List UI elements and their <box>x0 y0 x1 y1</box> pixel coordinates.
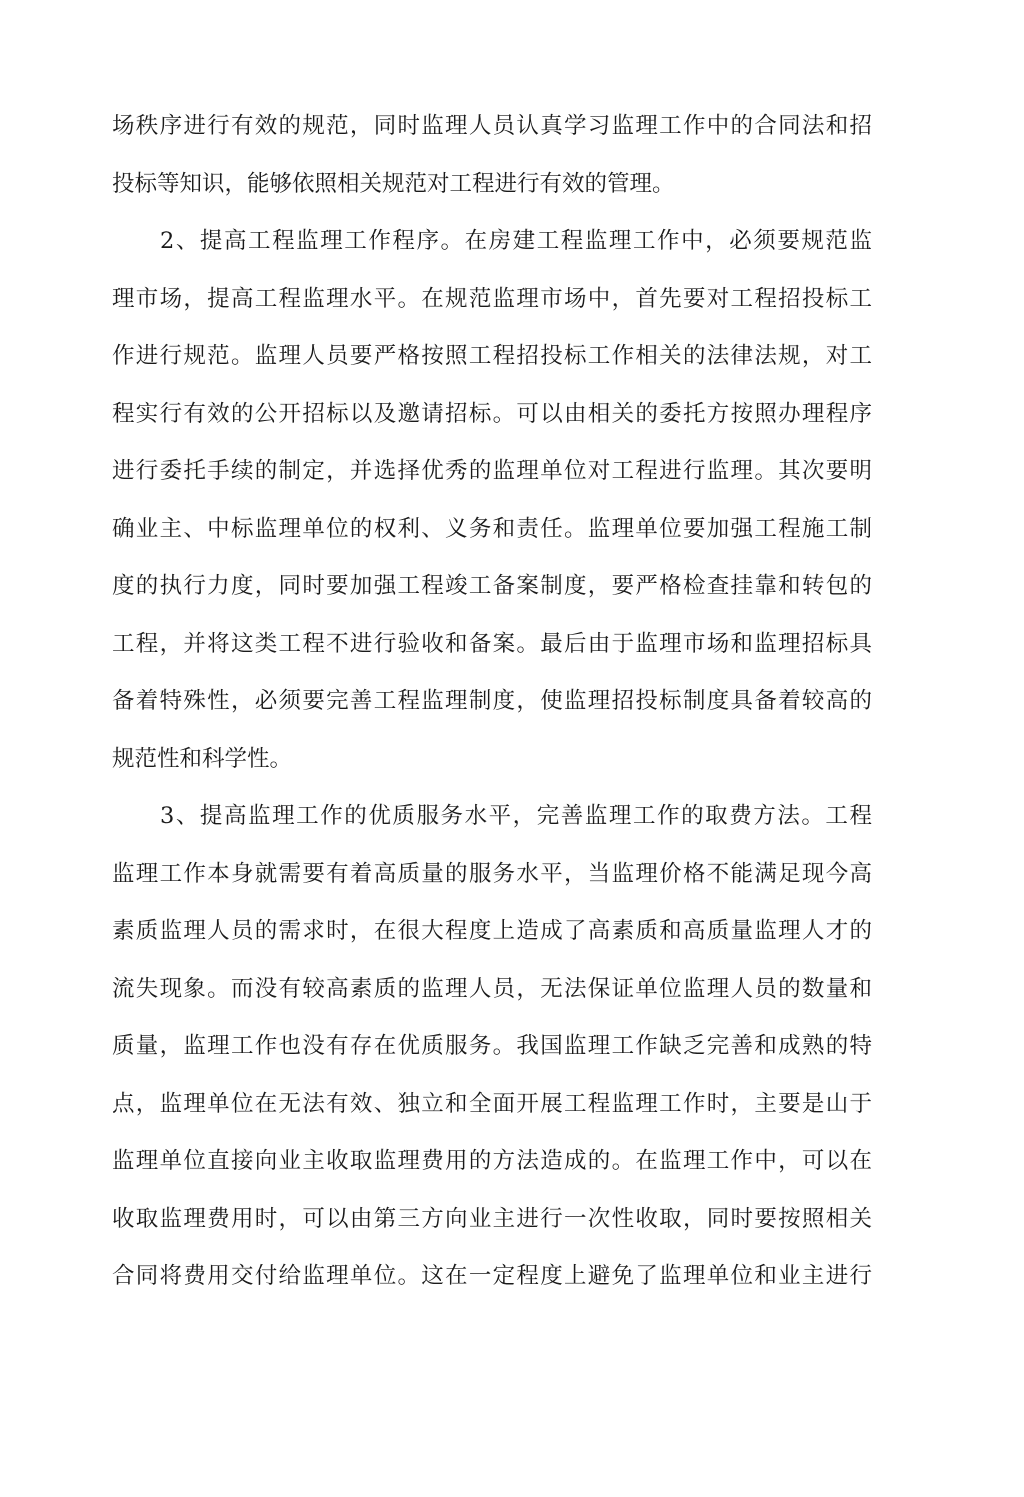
text-line: 理市场，提高工程监理水平。在规范监理市场中，首先要对工程招投标工 <box>112 285 872 312</box>
text-line: 备着特殊性，必须要完善工程监理制度，使监理招投标制度具备着较高的 <box>112 688 872 714</box>
text-line: 作进行规范。监理人员要严格按照工程招投标工作相关的法律法规，对工 <box>112 343 872 369</box>
document-body <box>112 98 872 1306</box>
text-line: 度的执行力度，同时要加强工程竣工备案制度，要严格检查挂靠和转包的 <box>112 573 872 599</box>
paragraph-start-line: 3、提高监理工作的优质服务水平，完善监理工作的取费方法。工程 <box>160 803 872 829</box>
text-line: 监理单位直接向业主收取监理费用的方法造成的。在监理工作中，可以在 <box>112 1148 872 1174</box>
paragraph-start-line: 2、提高工程监理工作程序。在房建工程监理工作中，必须要规范监 <box>160 228 872 254</box>
text-line: 工程，并将这类工程不进行验收和备案。最后由于监理市场和监理招标具 <box>112 630 872 657</box>
text-line: 规范性和科学性。 <box>112 745 293 772</box>
text-line: 流失现象。而没有较高素质的监理人员，无法保证单位监理人员的数量和 <box>112 975 872 1002</box>
text-line: 进行委托手续的制定，并选择优秀的监理单位对工程进行监理。其次要明 <box>112 458 872 484</box>
text-line: 素质监理人员的需求时，在很大程度上造成了高素质和高质量监理人才的 <box>112 918 872 944</box>
text-line: 质量，监理工作也没有存在优质服务。我国监理工作缺乏完善和成熟的特 <box>112 1033 872 1059</box>
text-line: 合同将费用交付给监理单位。这在一定程度上避免了监理单位和业主进行 <box>112 1263 872 1289</box>
text-line: 确业主、中标监理单位的权利、义务和责任。监理单位要加强工程施工制 <box>112 515 872 542</box>
text-line: 场秩序进行有效的规范，同时监理人员认真学习监理工作中的合同法和招 <box>112 113 872 139</box>
text-line: 点，监理单位在无法有效、独立和全面开展工程监理工作时，主要是山于 <box>112 1090 872 1117</box>
text-line: 程实行有效的公开招标以及邀请招标。可以由相关的委托方按照办理程序 <box>112 400 872 427</box>
text-line: 监理工作本身就需要有着高质量的服务水平，当监理价格不能满足现今高 <box>112 860 872 887</box>
text-line: 投标等知识，能够依照相关规范对工程进行有效的管理。 <box>112 170 675 197</box>
text-line: 收取监理费用时，可以由第三方向业主进行一次性收取，同时要按照相关 <box>112 1205 872 1232</box>
